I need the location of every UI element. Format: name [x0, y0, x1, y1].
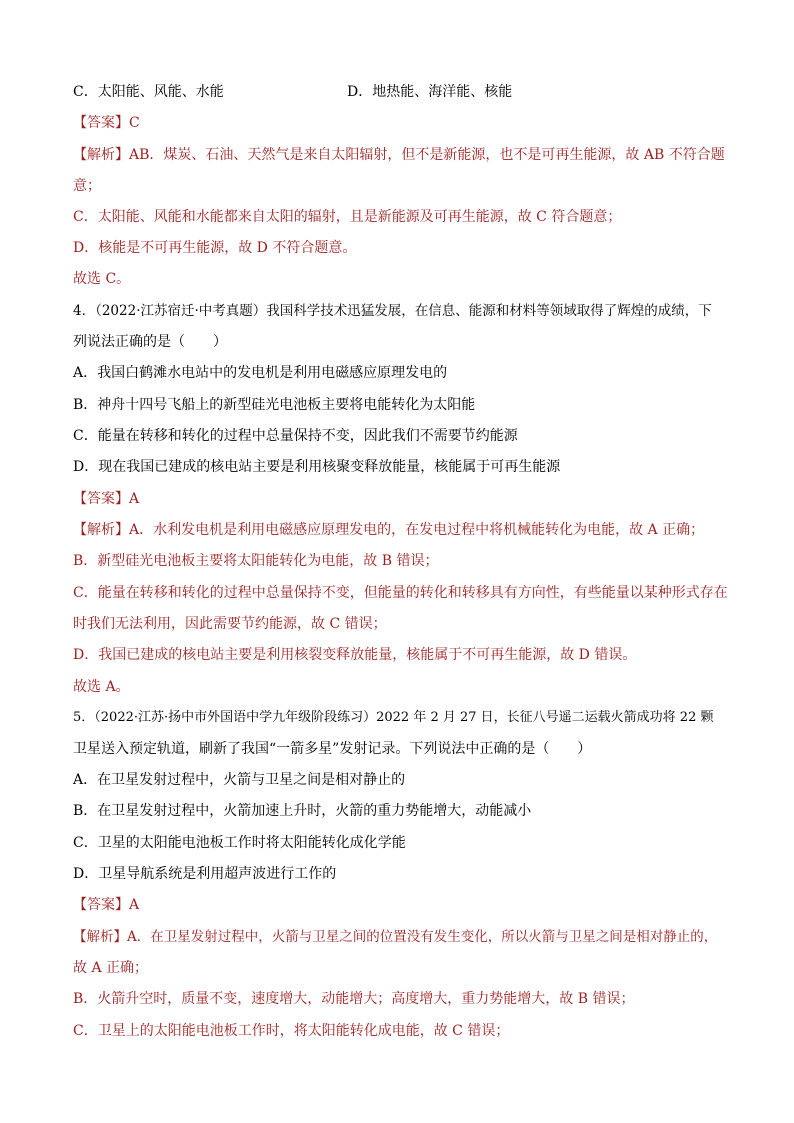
analysis-label: 【解析】 [73, 147, 129, 163]
q4-stem-line-2: 列说法正确的是（ ） [73, 334, 227, 350]
q4-analysis-line-1 [73, 520, 733, 540]
q5-option-d: D．卫星导航系统是利用超声波进行工作的 [73, 866, 337, 882]
q5-option-a: A．在卫星发射过程中，火箭与卫星之间是相对静止的 [73, 772, 406, 788]
q4-analysis-line-4: D．我国已建成的核电站主要是利用核裂变释放能量，核能属于不可再生能源，故 D 错误。 [73, 647, 637, 663]
q5-analysis-line-2: B．火箭升空时，质量不变，速度增大，动能增大；高度增大，重力势能增大，故 B 错误； [73, 991, 635, 1007]
q4-answer: 【答案】A [73, 491, 140, 507]
q4-conclusion: 故选 A。 [73, 679, 130, 695]
q4-analysis-line-3b: 时我们无法利用，因此需要节约能源，故 C 错误； [73, 616, 387, 632]
q5-analysis-line-1 [73, 927, 733, 947]
analysis-label: 【解析】 [73, 929, 127, 945]
q4-option-d: D．现在我国已建成的核电站主要是利用核聚变释放能量，核能属于可再生能源 [73, 459, 561, 475]
q3-analysis-line-1b: 意； [73, 178, 101, 194]
q5-analysis-line-3: C．卫星上的太阳能电池板工作时，将太阳能转化成电能，故 C 错误； [73, 1023, 510, 1039]
q3-analysis-line-2: C．太阳能、风能和水能都来自太阳的辐射，且是新能源及可再生能源，故 C 符合题意； [73, 209, 622, 225]
q3-option-d: D．地热能、海洋能、核能 [347, 84, 513, 100]
q4-stem-line-1: 4．（2022·江苏宿迁·中考真题）我国科学技术迅猛发展，在信息、能源和材料等领域取得了辉煌的成绩，下 [73, 303, 712, 319]
q5-analysis-text-1: A．在卫星发射过程中，火箭与卫星之间的位置没有发生变化，所以火箭与卫星之间是相对静止的， [127, 929, 718, 945]
q4-option-c: C．能量在转移和转化的过程中总量保持不变，因此我们不需要节约能源 [73, 428, 518, 444]
q3-options-row [73, 82, 733, 102]
q3-answer: 【答案】C [73, 115, 140, 131]
q5-stem-line-2: 卫星送入预定轨道，刷新了我国“一箭多星”发射记录。下列说法中正确的是（ ） [73, 741, 592, 757]
q4-analysis-text-1: A．水利发电机是利用电磁感应原理发电的，在发电过程中将机械能转化为电能，故 A 正确； [129, 522, 705, 538]
q3-option-c: C．太阳能、风能、水能 [73, 84, 224, 100]
q4-option-a: A．我国白鹤滩水电站中的发电机是利用电磁感应原理发电的 [73, 365, 448, 381]
q5-option-c: C．卫星的太阳能电池板工作时将太阳能转化成化学能 [73, 835, 406, 851]
q5-stem-line-1: 5．（2022·江苏·扬中市外国语中学九年级阶段练习）2022 年 2 月 27 日，长征八号遥二运载火箭成功将 22 颗 [73, 710, 714, 725]
q5-answer: 【答案】A [73, 897, 140, 913]
analysis-label: 【解析】 [73, 522, 129, 538]
q3-analysis-text-1: AB．煤炭、石油、天然气是来自太阳辐射，但不是新能源，也不是可再生能源，故 AB 不符合题 [129, 147, 725, 163]
q5-analysis-line-1b: 故 A 正确； [73, 960, 149, 976]
q4-analysis-line-2: B．新型硅光电池板主要将太阳能转化为电能，故 B 错误； [73, 553, 439, 569]
q5-option-b: B．在卫星发射过程中，火箭加速上升时，火箭的重力势能增大，动能减小 [73, 803, 532, 819]
q3-analysis-line-3: D．核能是不可再生能源，故 D 不符合题意。 [73, 240, 357, 256]
q3-conclusion: 故选 C。 [73, 271, 131, 287]
q4-analysis-line-3a: C．能量在转移和转化的过程中总量保持不变，但能量的转化和转移具有方向性，有些能量以某种形式存在 [73, 585, 728, 601]
q4-option-b: B．神舟十四号飞船上的新型硅光电池板主要将电能转化为太阳能 [73, 397, 476, 413]
q3-analysis-line-1 [73, 145, 733, 165]
